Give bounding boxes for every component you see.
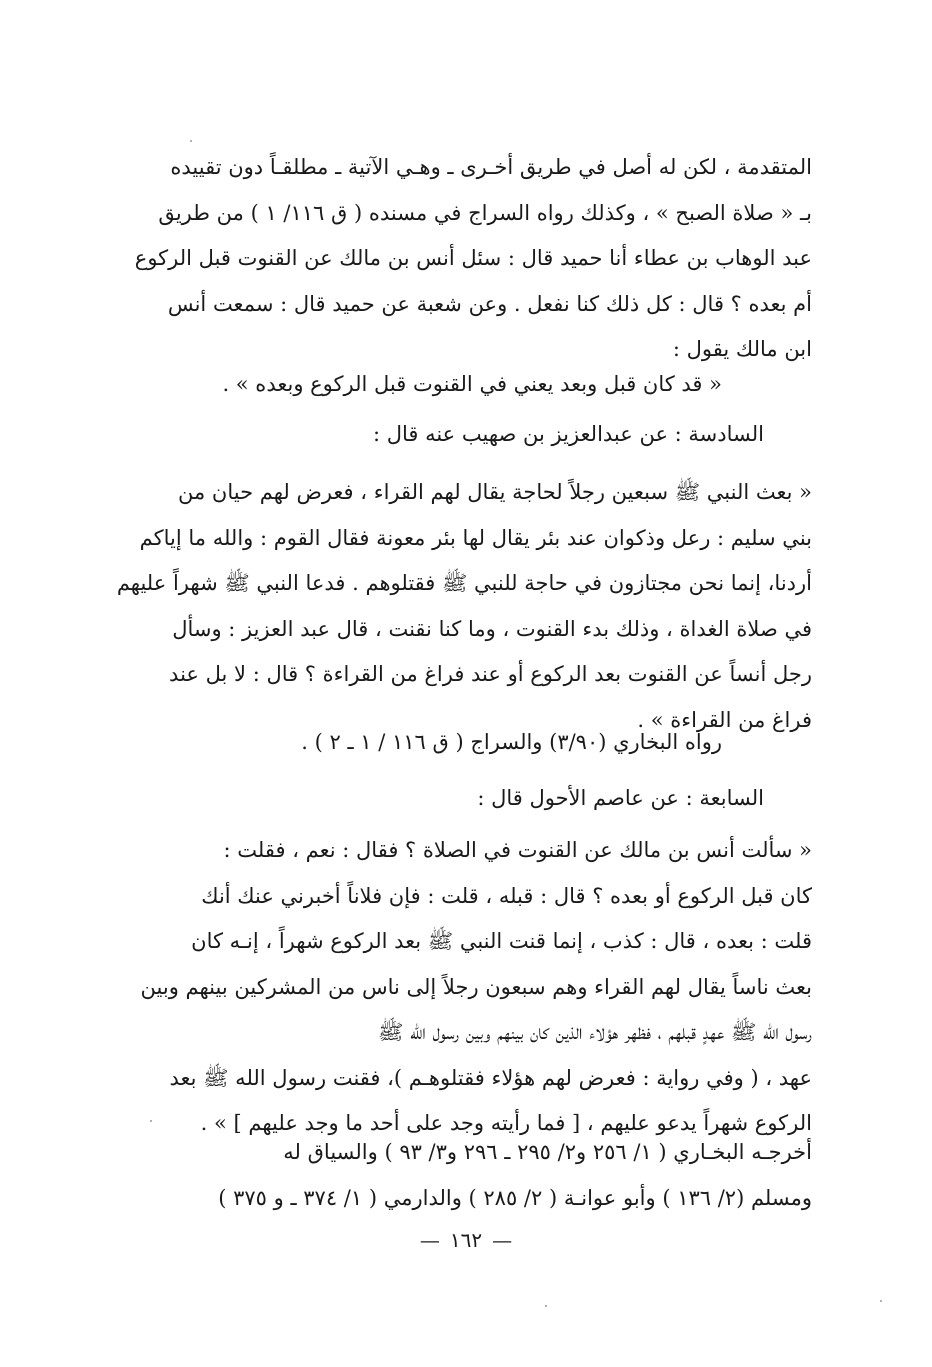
scan-speck (545, 1305, 547, 1307)
heading-text: السادسة : عن عبدالعزيز بن صهيب عنه قال : (372, 422, 764, 446)
text-line: أخرجـه البخـاري ( ١/ ٢٥٦ و٢/ ٢٩٥ ـ ٢٩٦ و٣/ ٩٣ ) والسياق له (283, 1140, 812, 1164)
section-heading-sixth (100, 412, 812, 458)
text-line: رجل أنساً عن القنوت بعد الركوع أو عند فراغ من القراءة ؟ قال : لا بل عند (169, 662, 812, 686)
text-line: « بعث النبي ﷺ سبعين رجلاً لحاجة يقال لهم القراء ، فعرض لهم حيان من (178, 480, 812, 504)
text-line: ومسلم (٢/ ١٣٦ ) وأبو عوانـة ( ٢/ ٢٨٥ ) والدارمي ( ١/ ٣٧٤ ـ و ٣٧٥ ) (218, 1185, 812, 1210)
paragraph-intro (100, 145, 812, 373)
text-line: عبد الوهاب بن عطاء أنا حميد قال : سئل أنس بن مالك عن القنوت قبل الركوع (134, 246, 812, 270)
dash-decoration: — (419, 1228, 440, 1252)
scan-speck (150, 1120, 152, 1122)
text-line: أم بعده ؟ قال : كل ذلك كنا نفعل . وعن شعبة عن حميد قال : سمعت أنس (167, 291, 812, 316)
text-line: « سألت أنس بن مالك عن القنوت في الصلاة ؟ فقال : نعم ، فقلت : (223, 838, 812, 862)
paragraph-takhrij (100, 1130, 812, 1221)
citation-bukhari (100, 720, 812, 766)
paragraph-hadith-two (100, 828, 812, 1147)
scan-speck (880, 1300, 882, 1302)
dash-decoration: — (492, 1228, 513, 1252)
text-line: المتقدمة ، لكن له أصل في طريق أخـرى ـ وهـي الآتية ـ مطلقـاً دون تقييده (170, 155, 812, 179)
text-line: بعث ناساً يقال لهم القراء وهم سبعون رجلاً إلى ناس من المشركين بينهم وبين (140, 974, 812, 999)
scan-speck (190, 140, 192, 142)
text-line: الركوع شهراً يدعو عليهم ، [ فما رأيته وجد على أحد ما وجد عليهم ] » . (200, 1111, 812, 1135)
text-line: رسول الله ﷺ عهدٍ قبلهم ، فظهر هؤلاء الذين كان بينهم وبين رسول الله ﷺ (378, 1020, 812, 1044)
quoted-text: « قد كان قبل وبعد يعني في القنوت قبل الركوع وبعده » . (222, 372, 722, 396)
paragraph-hadith-one (100, 470, 812, 743)
citation-text: رواه البخاري (٣/٩٠) والسراج ( ق ١١٦ / ١ ـ ٢ ) . (301, 730, 722, 754)
text-line: بني سليم : رعل وذكوان عند بئر يقال لها بئر معونة فقال القوم : والله ما إياكم (139, 525, 812, 550)
text-line: فراغ من القراءة » . (637, 707, 812, 732)
section-heading-seventh (100, 776, 812, 822)
text-line: قلت : بعده ، قال : كذب ، إنما قنت النبي ﷺ بعد الركوع شهراً ، إنـه كان (191, 929, 812, 953)
text-line: ابن مالك يقول : (672, 337, 812, 361)
page-number-text: ١٦٢ (449, 1228, 483, 1252)
text-line: كان قبل الركوع أو بعده ؟ قال : قبله ، قلت : فإن فلاناً أخبرني عنك أنك (201, 883, 812, 908)
text-line: أردنا، إنما نحن مجتازون في حاجة للنبي ﷺ فقتلوهم . فدعا النبي ﷺ شهراً عليهم (116, 571, 812, 595)
text-line: بـ « صلاة الصبح » ، وكذلك رواه السراج في مسنده ( ق ١١٦/ ١ ) من طريق (158, 200, 812, 225)
text-line: في صلاة الغداة ، وذلك بدء القنوت ، وما كنا نقنت ، قال عبد العزيز : وسأل (172, 616, 812, 641)
page-number (0, 1228, 932, 1252)
quote-one (100, 362, 812, 408)
text-line: عهد ، ( وفي رواية : فعرض لهم هؤلاء فقتلوهـم )، فقنت رسول الله ﷺ بعد (169, 1065, 812, 1090)
heading-text: السابعة : عن عاصم الأحول قال : (477, 786, 764, 810)
